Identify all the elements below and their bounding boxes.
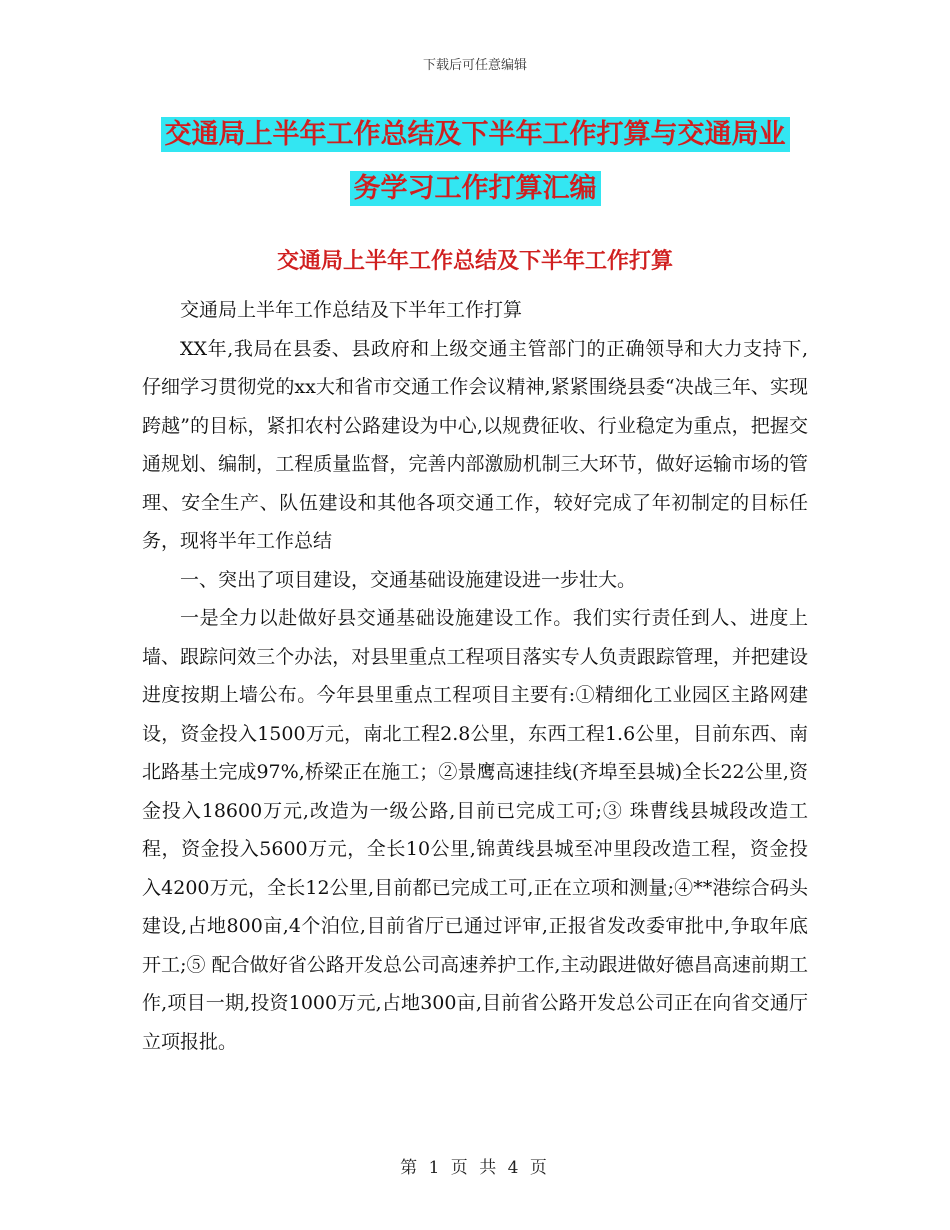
document-title-line-2: 务学习工作打算汇编 [350, 171, 601, 206]
paragraph: 一是全力以赴做好县交通基础设施建设工作。我们实行责任到人、进度上墙、跟踪问效三个办法，对县里重点工程项目落实专人负责跟踪管理，并把建设进度按期上墙公布。今年县里重点工程项目主要有:①精细化工业园区主路网建设，资金投入1500万元，南北工程2.8公里，东西工程1.6公里，目前东西、南北路基土完成97%,桥梁正在施工；②景鹰高速挂线(齐埠至县城)全长22公里,资金投入18600万元,改造为一级公路,目前已完成工可;③ 珠曹线县城段改造工程，资金投入5600万元，全长10公里,锦黄线县城至冲里段改造工程，资金投入4200万元，全长12公里,目前都已完成工可,正在立项和测量;④**港综合码头建设,占地800亩,4个泊位,目前省厅已通过评审,正报省发改委审批中,争取年底开工;⑤ 配合做好省公路开发总公司高速养护工作,主动跟进做好德昌高速前期工作,项目一期,投资1000万元,占地300亩,目前省公路开发总公司正在向省交通厅立项报批。 [142, 607, 808, 1053]
section-title: 交通局上半年工作总结及下半年工作打算 [276, 249, 673, 274]
paragraph: XX年,我局在县委、县政府和上级交通主管部门的正确领导和大力支持下,仔细学习贯彻党的xx大和省市交通工作会议精神,紧紧围绕县委“决战三年、实现跨越”的目标，紧扣农村公路建设为中心,以规费征收、行业稳定为重点，把握交通规划、编制，工程质量监督，完善内部激励机制三大环节，做好运输市场的管理、安全生产、队伍建设和其他各项交通工作，较好完成了年初制定的目标任务，现将半年工作总结 [142, 337, 808, 552]
paragraph: 交通局上半年工作总结及下半年工作打算 [180, 299, 523, 321]
page-footer: 第 1 页 共 4 页 [400, 1158, 550, 1178]
paragraph: 一、突出了项目建设，交通基础设施建设进一步壮大。 [180, 568, 637, 591]
body-text [142, 291, 808, 1061]
document-title-line-1: 交通局上半年工作总结及下半年工作打算与交通局业 [161, 117, 790, 152]
header-note: 下载后可任意编辑 [422, 58, 527, 73]
document-title [150, 108, 800, 216]
